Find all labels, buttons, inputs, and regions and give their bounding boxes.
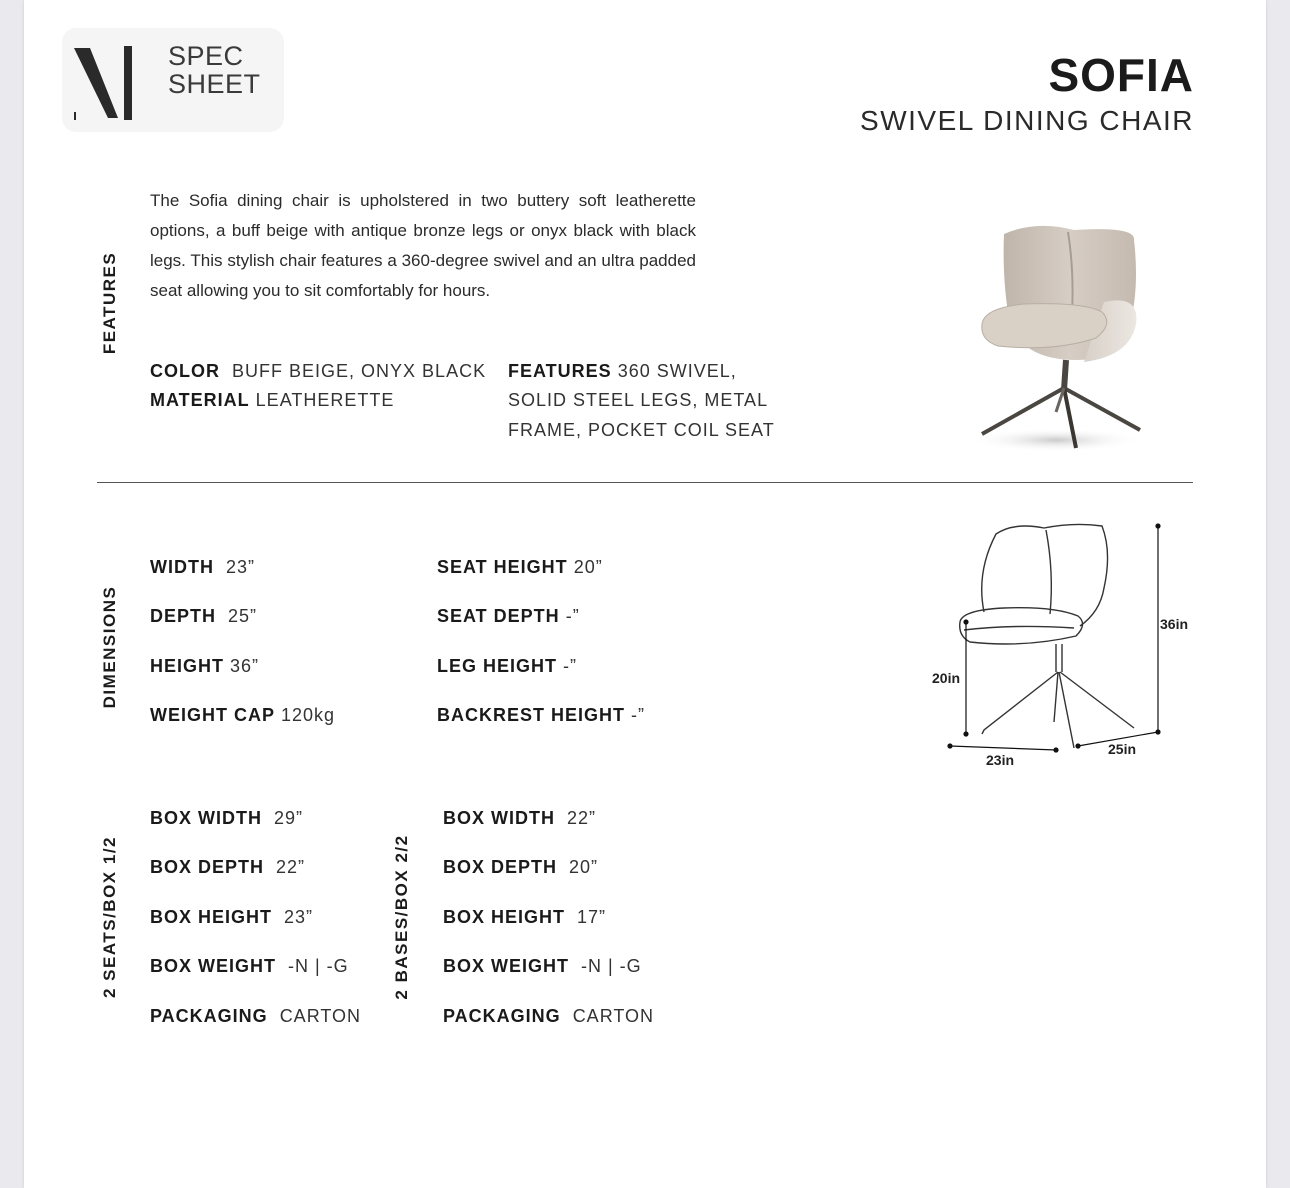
box1-value: 29” [274,808,304,828]
box1-row [150,808,303,829]
dimension-row [150,656,259,677]
dimension-label: WIDTH [150,557,214,577]
box1-label: BOX DEPTH [150,857,265,877]
depth-dimension-label: 25in [1108,741,1137,757]
color-spec [150,357,486,386]
spec-label-line1: SPEC [168,41,244,71]
features-label: FEATURES [508,361,612,381]
product-name: SOFIA [1048,49,1194,101]
section-divider [97,482,1193,483]
material-value: LEATHERETTE [255,390,395,410]
dimension-row [150,705,335,726]
chair-product-image [944,212,1154,457]
brand-logo-icon [68,42,148,124]
dimension-label: HEIGHT [150,656,225,676]
dimension-value: 20” [573,557,603,577]
dimension-value: 23” [226,557,256,577]
box1-value: CARTON [279,1006,362,1026]
dimension-label: LEG HEIGHT [437,656,558,676]
features-section-label: FEATURES [100,251,119,355]
dimension-label: DEPTH [150,606,217,626]
dimension-label: SEAT HEIGHT [437,557,568,577]
dimension-row [150,606,257,627]
product-description: The Sofia dining chair is upholstered in two buttery soft leatherette options, a buff beige with antique bronze legs or onyx black with black legs. This stylish chair features a 360-degree swivel and an ultra padded seat allowing you to sit comfortably for hours. [150,191,696,300]
dimension-value: -” [565,606,580,626]
features-spec [508,357,737,386]
box1-label: PACKAGING [150,1006,268,1026]
features-value-line3: FRAME, POCKET COIL SEAT [508,420,775,440]
dimension-label: WEIGHT CAP [150,705,275,725]
box1-row [150,907,313,928]
dimension-row [437,705,645,726]
box2-label: BOX WIDTH [443,808,555,828]
material-label: MATERIAL [150,390,250,410]
dimension-value: 36” [230,656,260,676]
dimension-label: SEAT DEPTH [437,606,560,626]
height-dimension-label: 36in [1160,616,1189,632]
box1-value: -N | -G [288,956,349,976]
box2-label: PACKAGING [443,1006,561,1026]
dimension-row [150,557,255,578]
box1-label: BOX HEIGHT [150,907,273,927]
dimension-value: -” [631,705,646,725]
dimensions-section-label: DIMENSIONS [100,585,119,709]
box2-row [443,1006,654,1027]
box2-row [443,808,596,829]
box1-label: BOX WEIGHT [150,956,276,976]
dimension-value: 25” [228,606,258,626]
box2-row [443,857,598,878]
dimension-row [437,606,580,627]
box2-row [443,907,606,928]
dimension-value: -” [563,656,578,676]
box1-row [150,956,349,977]
box2-value: 17” [577,907,607,927]
dimension-row [437,656,577,677]
material-spec [150,386,394,415]
box1-row [150,857,305,878]
brand-logo-block [62,28,284,132]
box2-value: 20” [569,857,599,877]
box2-value: 22” [567,808,597,828]
dimension-label: BACKREST HEIGHT [437,705,626,725]
box1-value: 23” [284,907,314,927]
features-value-line1: 360 SWIVEL, [617,361,737,381]
box2-value: -N | -G [581,956,642,976]
spec-sheet-page [24,0,1266,1188]
product-title-block [860,48,1194,138]
chair-dimension-drawing [904,512,1204,774]
box2-row [443,956,642,977]
seat-height-dimension-label: 20in [932,670,961,686]
box2-label: BOX WEIGHT [443,956,569,976]
spec-label-line2: SHEET [168,69,261,99]
box1-value: 22” [276,857,306,877]
box1-label: BOX WIDTH [150,808,262,828]
box1-section-label: 2 SEATS/BOX 1/2 [100,835,119,999]
box2-label: BOX HEIGHT [443,907,566,927]
box2-label: BOX DEPTH [443,857,558,877]
color-value: BUFF BEIGE, ONYX BLACK [232,361,487,381]
box1-row [150,1006,361,1027]
spec-sheet-label [168,42,261,98]
box2-section-label: 2 BASES/BOX 2/2 [392,834,411,1000]
color-label: COLOR [150,361,220,381]
dimension-value: 120kg [281,705,336,725]
box2-value: CARTON [572,1006,655,1026]
width-dimension-label: 23in [986,752,1015,768]
dimension-row [437,557,603,578]
features-value-line2: SOLID STEEL LEGS, METAL [508,390,769,410]
product-type: SWIVEL DINING CHAIR [860,105,1194,136]
